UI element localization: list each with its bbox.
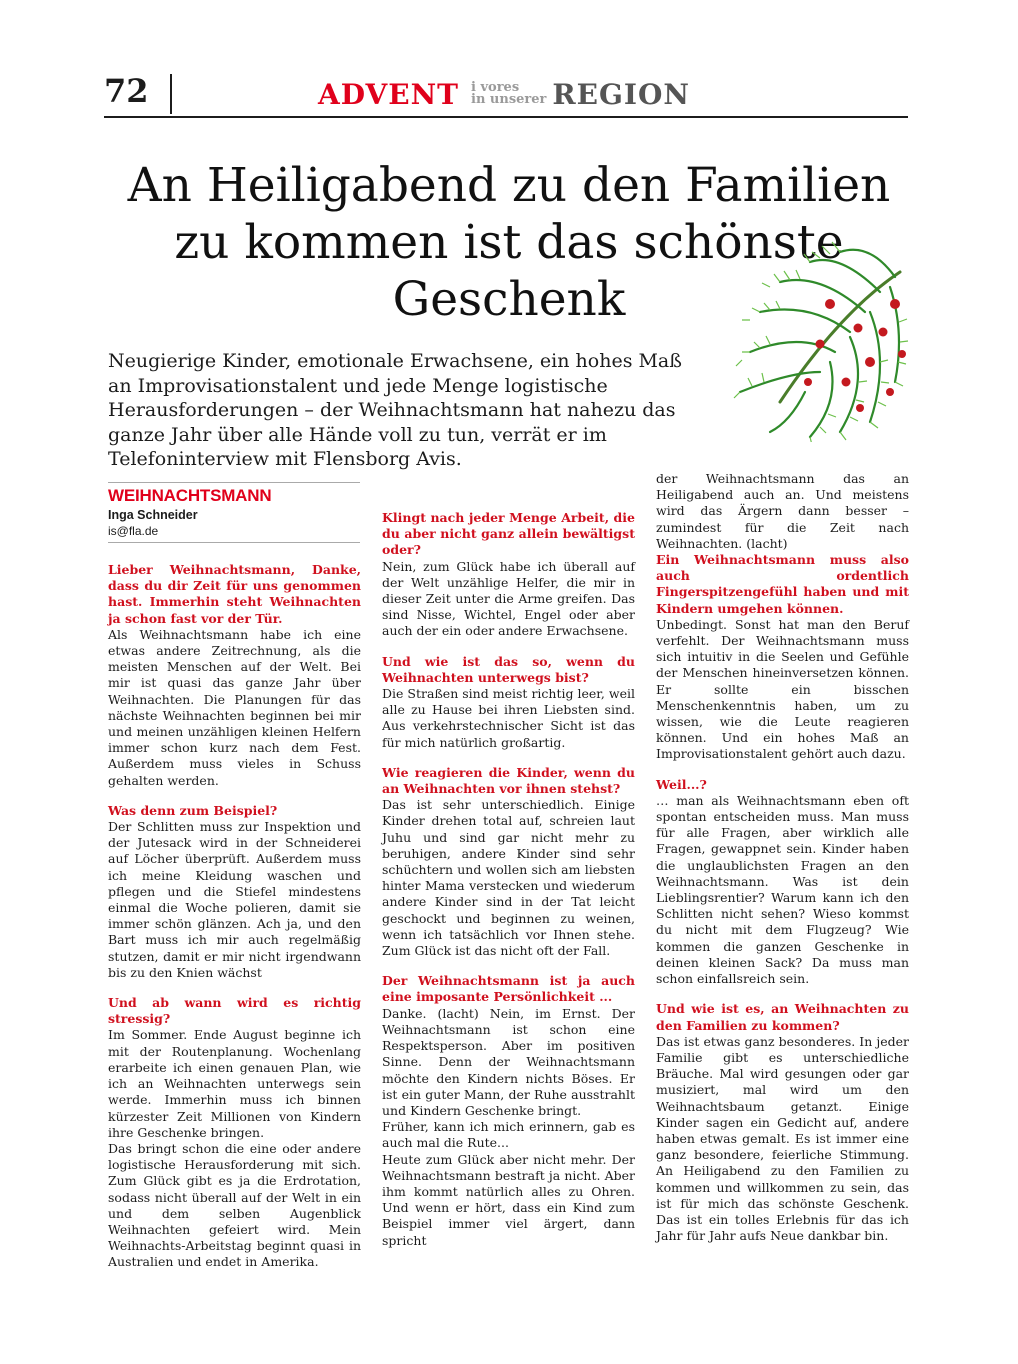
- interview-answer: Das ist sehr unterschiedlich. Einige Kinder drehen total auf, schreien laut Juhu und sind gar nicht mehr zu beruhigen, andere Kinder sind sehr schüchtern und wollen sich am liebsten hinter Mama verstecken und wiederum andere Kinder sind in der Tat leicht geschockt und beginnen zu weinen, wenn ich tatsächlich vor Ihnen stehe. Zum Glück ist das nicht oft der Fall.: [382, 797, 635, 959]
- page-number: 72: [104, 72, 149, 110]
- section-header: [318, 74, 690, 114]
- author-email: is@fla.de: [108, 524, 360, 543]
- interview-answer: Danke. (lacht) Nein, im Ernst. Der Weihnachtsmann ist schon eine Respektsperson. Aber im positiven Sinne. Denn der Weihnachtsmann möchte den Kindern nichts Böses. Er ist ein guter Mann, der Ruhe ausstrahlt und Kindern Geschenke bringt.: [382, 1005, 635, 1118]
- section-title-region: REGION: [552, 77, 691, 111]
- interview-answer: Nein, zum Glück habe ich überall auf der Welt unzählige Helfer, die mir in dieser Zeit unter die Arme greifen. Das sind Nisse, Wichtel, Engel oder aber auch der ein oder andere Erwachsene.: [382, 558, 635, 639]
- interview-question: Lieber Weihnachtsmann, Danke, dass du dir Zeit für uns genommen hast. Immerhin steht Weihnachten ja schon fast vor der Tür.: [108, 562, 361, 626]
- interview-answer: Die Straßen sind meist richtig leer, weil alle zu Hause bei ihren Liebsten sind. Aus verkehrstechnischer Sicht ist das für mich natürlich großartig.: [382, 686, 635, 750]
- author-name: Inga Schneider: [108, 508, 198, 522]
- interview-answer: Als Weihnachtsmann habe ich eine etwas andere Zeitrechnung, als die meisten Menschen auf der Welt. Bei mir ist quasi das ganze Jahr über Weihnachten. Die Planungen für das nächste Weihnachten beginnen bei mir und meinen unzähligen kleinen Helfern immer schon kurz nach dem Fest. Außerdem muss vieles in Schuss gehalten werden.: [108, 626, 361, 788]
- page-number-separator: [170, 74, 172, 114]
- interview-answer: Unbedingt. Sonst hat man den Beruf verfehlt. Der Weihnachtsmann muss sich intuitiv in die Seelen und Gefühle der Menschen hineinversetzen können. Er sollte ein bisschen Menschenkenntnis haben, um zu wissen, wie die Leute reagieren können. Und ein hohes Maß an Improvisationstalent gehört auch dazu.: [656, 616, 909, 762]
- interview-question: Klingt nach jeder Menge Arbeit, die du aber nicht ganz allein bewältigst oder?: [382, 510, 635, 558]
- article-column-3: [656, 471, 909, 1244]
- article-lead: Neugierige Kinder, emotionale Erwachsene, ein hohes Maß an Improvisationstalent und jede Menge logistische Herausforderungen – der Weihnachtsmann hat nahezu das ganze Jahr über alle Hände voll zu tun, verrät er im Telefoninterview mit Flensborg Avis.: [108, 350, 682, 470]
- article-column-1: [108, 562, 361, 1271]
- interview-question: Und ab wann wird es richtig stressig?: [108, 995, 361, 1027]
- header-rule: [104, 116, 908, 118]
- fir-branch-illustration: [720, 232, 910, 442]
- interview-question: Und wie ist das so, wenn du Weihnachten unterwegs bist?: [382, 653, 635, 685]
- interview-question: Was denn zum Beispiel?: [108, 802, 278, 818]
- interview-answer: Der Schlitten muss zur Inspektion und der Jutesack wird in der Schneiderei auf Löcher überprüft. Außerdem muss ich meine Kleidung waschen und pflegen und die Stiefel mindestens einmal die Woche polieren, damit sie immer schön glänzen. Ach ja, und den Bart muss ich mir auch regelmäßig stutzen, damit er mir nicht irgendwann bis zu den Knien wächst: [108, 819, 361, 980]
- section-subtitle: [471, 82, 546, 106]
- article-headline: An Heiligabend zu den Familien zu kommen ist das schönste Geschenk: [127, 158, 891, 328]
- interview-answer: der Weihnachtsmann das an Heiligabend auch an. Und meistens wird das Ärgern dann besser – zumindest für die Zeit nach Weihnachten. (lacht): [656, 471, 909, 551]
- interview-answer: Das bringt schon die eine oder andere logistische Herausforderung mit sich. Zum Glück gibt es ja die Erdrotation, sodass nicht überall auf der Welt in ein und dem selben Augenblick Weihnachten gefeiert wird. Mein Weihnachts-Arbeitstag beginnt quasi in Australien und endet in Amerika.: [108, 1140, 361, 1270]
- interview-question: Ein Weihnachtsmann muss also auch ordentlich Fingerspitzengefühl haben und mit Kindern umgehen können.: [656, 552, 909, 616]
- interview-question: Der Weihnachtsmann ist ja auch eine imposante Persönlichkeit ...: [382, 973, 635, 1005]
- interview-question: Und wie ist es, an Weihnachten zu den Familien zu kommen?: [656, 1001, 909, 1033]
- author-box: [108, 482, 360, 543]
- interview-answer: Das ist etwas ganz besonderes. In jeder Familie gibt es unterschiedliche Bräuche. Mal wird gesungen oder gar musiziert, mal wird um den Weihnachtsbaum getanzt. Einige Kinder sagen ein Gedicht auf, andere haben etwas gemalt. Es ist immer eine ganz besondere, feierliche Stimmung. An Heiligabend zu den Familien zu kommen und willkommen zu sein, das ist für mich das schönste Geschenk. Das ist ein tolles Erlebnis für das ich Jahr für Jahr aufs Neue dankbar bin.: [656, 1033, 909, 1244]
- section-title-advent: ADVENT: [318, 77, 460, 111]
- article-column-2: [382, 510, 635, 1249]
- interview-answer: Im Sommer. Ende August beginne ich mit der Routenplanung. Wochenlang erarbeite ich einen genauen Plan, wie ich an Weihnachten unterwegs sein werde. Immerhin muss ich binnen kürzester Zeit Millionen von Kindern ihre Geschenke bringen.: [108, 1027, 361, 1140]
- rubric-label: WEIHNACHTSMANN: [108, 486, 272, 505]
- interview-answer: … man als Weihnachtsmann eben oft spontan entscheiden muss. Man muss für alle Fragen, aber wirklich alle Fragen, gewappnet sein. Kinder haben die unglaublichsten Fragen an den Weihnachtsmann. Was ist dein Lieblingsrentier? Warum kann ich den Schlitten nicht sehen? Wieso kommst du nicht mit dem Flugzeug? Wie kommen die ganzen Geschenke in deinen kleinen Sack? Da muss man schon einfallsreich sein.: [656, 792, 909, 987]
- section-subtitle-line-1: i vores: [471, 80, 520, 95]
- section-subtitle-line-2: in unserer: [471, 92, 547, 107]
- interview-answer: Heute zum Glück aber nicht mehr. Der Weihnachtsmann bestraft ja nicht. Aber ihm kommt natürlich alles zu Ohren. Und wenn er hört, dass ein Kind zum Beispiel immer viel ärgert, dann spricht: [382, 1151, 635, 1248]
- author-rule: [108, 482, 360, 483]
- interview-question: Weil...?: [656, 776, 707, 792]
- interview-question: Wie reagieren die Kinder, wenn du an Weihnachten vor ihnen stehst?: [382, 764, 635, 797]
- interview-answer: Früher, kann ich mich erinnern, gab es auch mal die Rute...: [382, 1119, 635, 1151]
